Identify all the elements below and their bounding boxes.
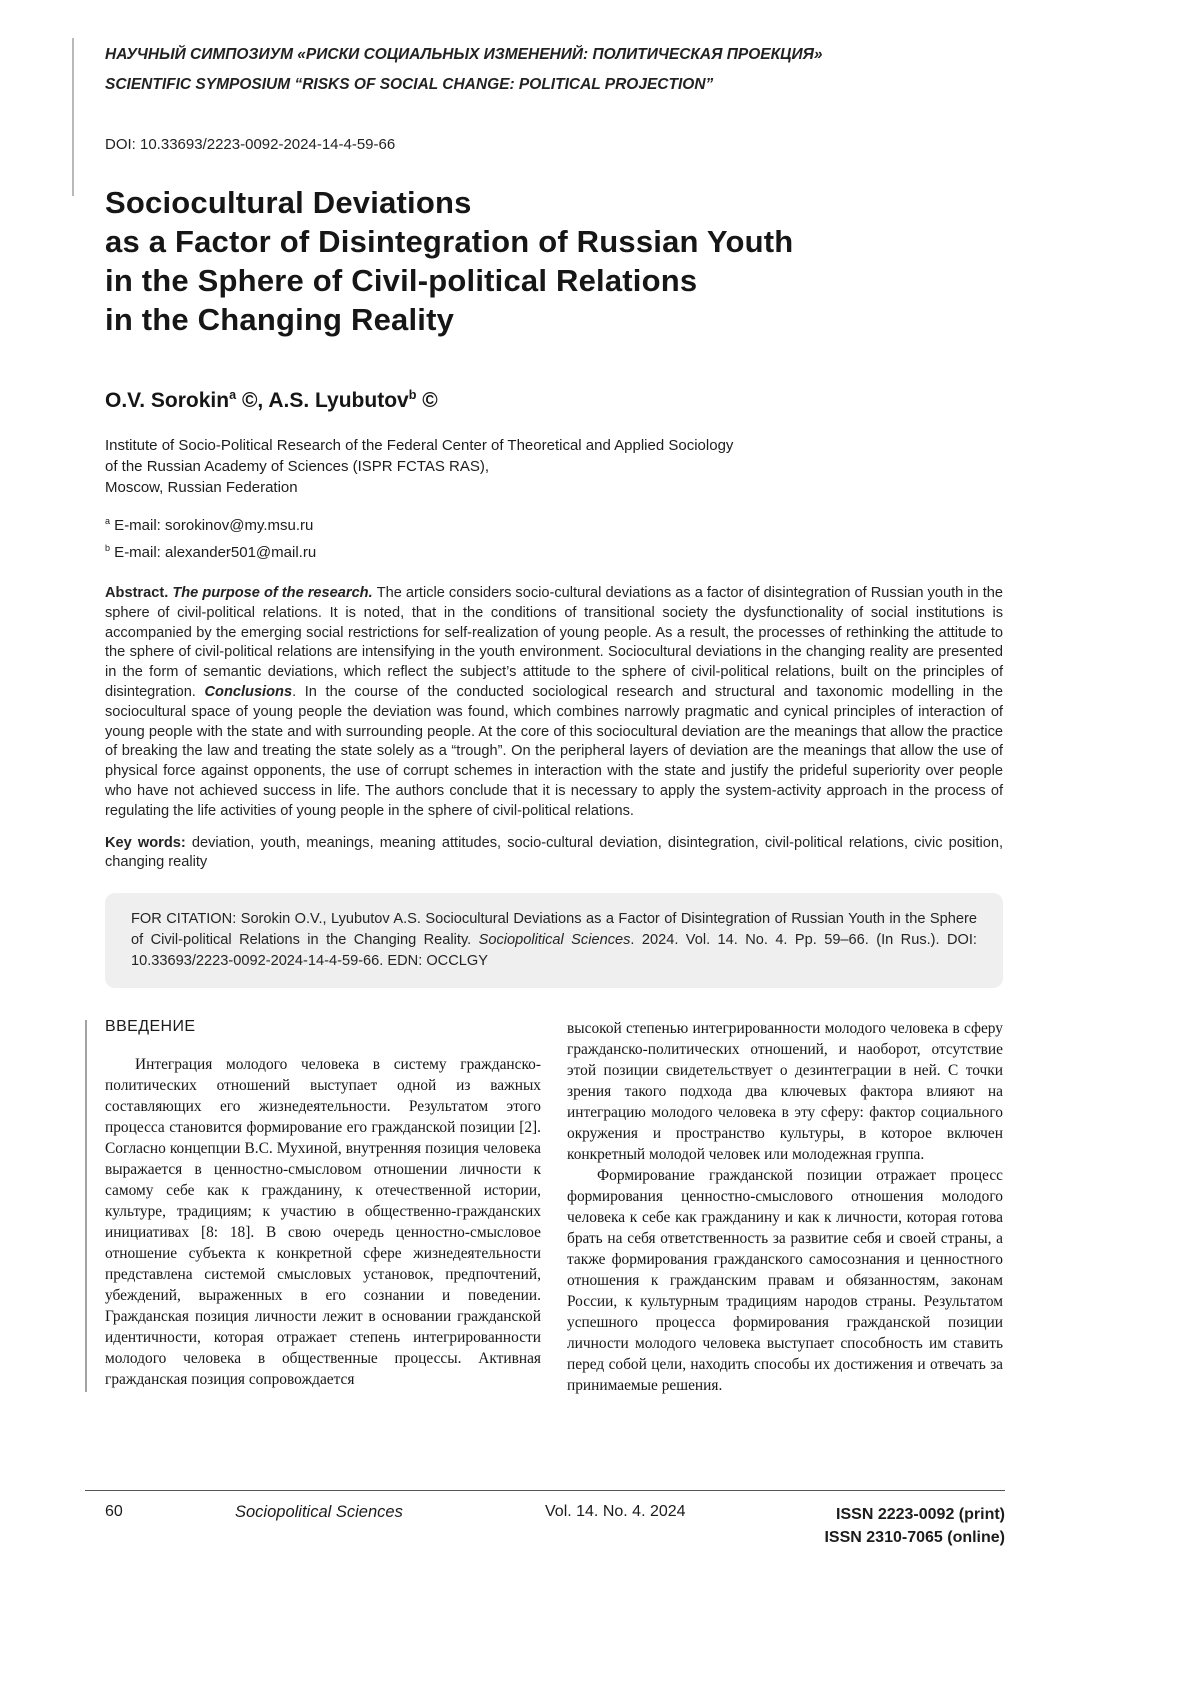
left-column — [105, 1018, 541, 1396]
section-heading-introduction: ВВЕДЕНИЕ — [105, 1018, 196, 1036]
symposium-title-ru: НАУЧНЫЙ СИМПОЗИУМ «РИСКИ СОЦИАЛЬНЫХ ИЗМЕНЕНИЙ: ПОЛИТИЧЕСКАЯ ПРОЕКЦИЯ» — [105, 46, 823, 63]
emails-block — [105, 512, 1003, 566]
doi-line: DOI: 10.33693/2223-0092-2024-14-4-59-66 — [105, 136, 396, 153]
keywords-paragraph: Key words: deviation, youth, meanings, meaning attitudes, socio-cultural deviation, disintegration, civil-political relations, civic position, changing reality — [105, 834, 1003, 871]
section-vertical-rule — [85, 1020, 87, 1392]
email-author-a: $^a$ E-mail: sorokinov@my.msu.ru — [105, 516, 314, 534]
authors-line: O.V. Sorokin$^a$ ©, A.S. Lyubutov$^b$ © — [105, 388, 438, 412]
symposium-title-en: SCIENTIFIC SYMPOSIUM “RISKS OF SOCIAL CHANGE: POLITICAL PROJECTION” — [105, 76, 714, 93]
article-title: Sociocultural Deviations as a Factor of Disintegration of Russian Youth in the Sphere of Civil-political Relations in the Changing Reality — [105, 185, 794, 337]
intro-paragraph-right-1: высокой степенью интегрированности молодого человека в сферу гражданско-политических отношений, и наоборот, отсутствие этой позиции свидетельствует о дезинтеграции в ней. С точки зрения такого подхода два ключевых фактора влияют на интеграцию молодого человека в эту сферу: фактор социального окружения и пространство культуры, в которое включен конкретный молодой человек или молодежная группа. — [567, 1020, 1003, 1164]
affiliation: Institute of Socio-Political Research of the Federal Center of Theoretical and Applied Sociology of the Russian Academy of Sciences (ISPR FCTAS RAS), Moscow, Russian Federation — [105, 437, 734, 496]
page-number: 60 — [105, 1503, 123, 1520]
right-column — [567, 1018, 1003, 1396]
page-footer — [85, 1490, 1005, 1549]
issn-print: ISSN 2223-0092 (print) — [836, 1506, 1005, 1523]
footer-journal-name: Sociopolitical Sciences — [235, 1503, 403, 1521]
introduction-section — [105, 1018, 1003, 1396]
header-vertical-rule — [72, 38, 74, 196]
issn-online: ISSN 2310-7065 (online) — [824, 1529, 1005, 1546]
footer-issue-info: Vol. 14. No. 4. 2024 — [545, 1503, 686, 1520]
running-head — [105, 0, 1003, 100]
email-author-b: $^b$ E-mail: alexander501@mail.ru — [105, 543, 317, 561]
for-citation-box: FOR CITATION: Sorokin O.V., Lyubutov A.S. Sociocultural Deviations as a Factor of Disintegration of Russian Youth in the Sphere of Civil-political Relations in the Changing Reality. Sociopolitical Sciences. 2024. Vol. 14. No. 4. Pp. 59–66. (In Rus.). DOI: 10.33693/2223-0092-2024-14-4-59-66. EDN: OCCLGY — [105, 893, 1003, 988]
intro-paragraph-right-2: Формирование гражданской позиции отражает процесс формирования ценностно-смыслового отношения молодого человека к себе как гражданину и как к личности, которая готова брать на себя ответственность за развитие себя и своей страны, а также формирования гражданского самосознания и ценностного отношения к гражданским правам и обязанностям, законам России, к культурным традициям народов страны. Результатом успешного процесса формирования гражданской позиции личности молодого человека выступает способность им ставить перед собой цели, находить способы их достижения и отвечать за принимаемые решения. — [567, 1167, 1003, 1395]
intro-paragraph-left: Интеграция молодого человека в систему гражданско-политических отношений выступает одной из важных составляющих его жизнедеятельности. Результатом этого процесса становится формирование его гражданской позиции [2]. Согласно концепции В.С. Мухиной, внутренняя позиция человека выражается в ценностно-смысловом отношении личности к самому себе как к гражданину, к отечественной истории, культуре, традициям; к участию в общественно-гражданских инициативах [8: 18]. В свою очередь ценностно-смысловое отношение субъекта к конкретной сфере жизнедеятельности представлена системой смысловых установок, предпочтений, убеждений, выраженных в его сознании и поведении. Гражданская позиция личности лежит в основании гражданской идентичности, которая отражает степень интегрированности молодого человека в общественные процессы. Активная гражданская позиция сопровождается — [105, 1056, 541, 1389]
footer-issn-block — [824, 1503, 1005, 1549]
abstract-paragraph: Abstract. The purpose of the research. The article considers socio-cultural deviations as a factor of disintegration of Russian youth in the sphere of civil-political relations. It is noted, that in the conditions of transitional society the dysfunctionality of social institutions is accompanied by the emerging social restrictions for self-realization of young people. As a result, the processes of rethinking the attitude to the sphere of civil-political relations are intensifying in the youth environment. Sociocultural deviations in the changing reality are presented in the form of semantic deviations, which reflect the subject’s attitude to the sphere of civil-political relations, built on the principles of disintegration. Conclusions. In the course of the conducted sociological research and structural and taxonomic modelling in the sociocultural space of young people the deviation was found, which combines narrowly pragmatic and cynical principles of interaction of young people with the state and with surrounding people. At the core of this sociocultural deviation are the meanings that allow the practice of breaking the law and treating the state solely as a “trough”. On the peripheral layers of deviation are the meanings that allow the use of physical force against opponents, the use of corrupt schemes in interaction with the state and justify the prideful superiority over people who have not achieved success in life. The authors conclude that it is necessary to apply the system-activity approach in the process of regulating the life activities of young people in the sphere of civil-political relations. — [105, 585, 1004, 819]
